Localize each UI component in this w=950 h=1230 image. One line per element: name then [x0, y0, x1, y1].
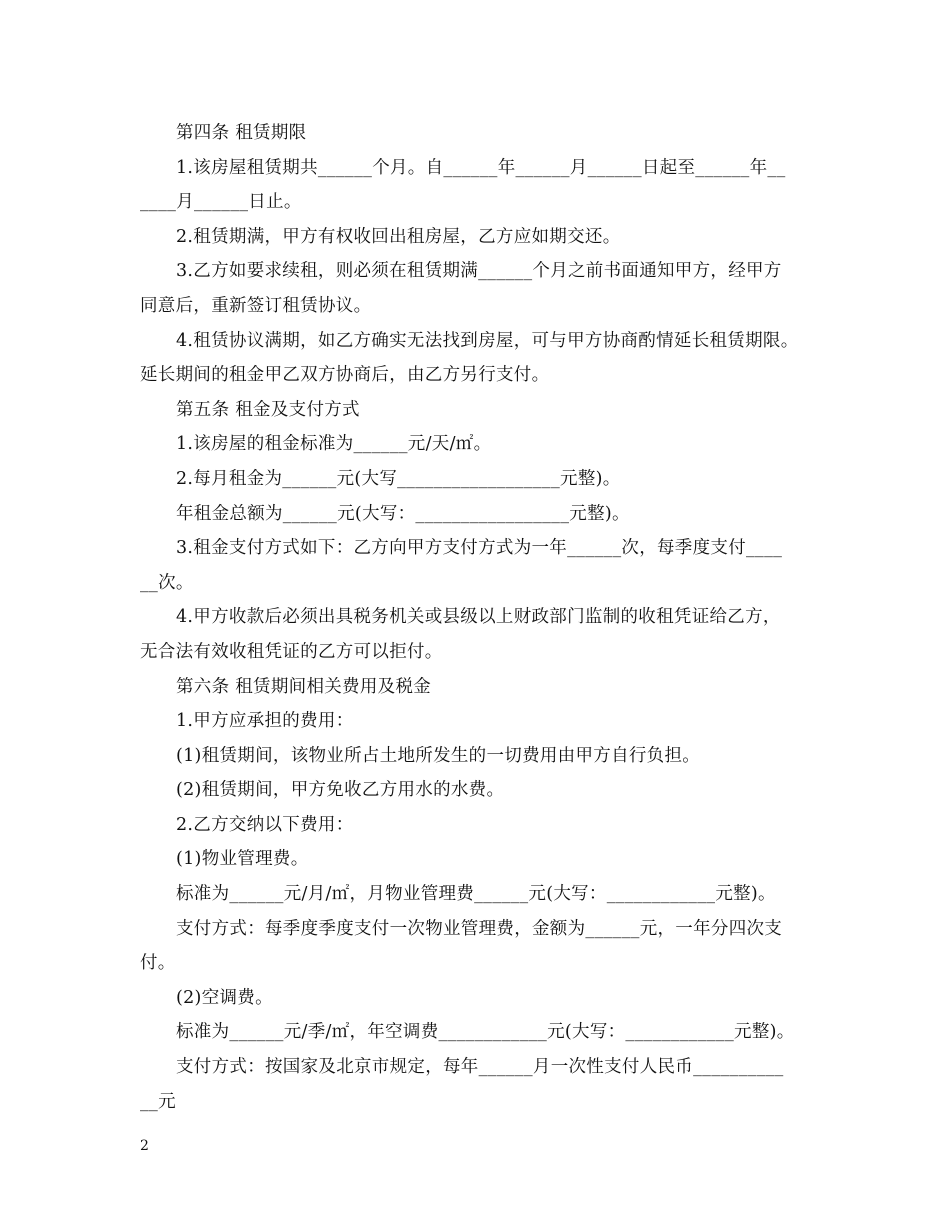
document-line: (1)物业管理费。: [176, 849, 309, 870]
document-line: 1.该房屋租赁期共______个月。自______年______月______日起至______年__: [176, 157, 786, 178]
document-line: 无合法有效收租凭证的乙方可以拒付。: [140, 641, 443, 662]
document-line: 2.乙方交纳以下费用：: [176, 814, 354, 835]
document-line: 第四条 租赁期限: [176, 123, 307, 143]
document-line: 延长期间的租金甲乙双方协商后，由乙方另行支付。: [140, 365, 550, 386]
document-line: 4.租赁协议满期，如乙方确实无法找到房屋，可与甲方协商酌情延长租赁期限。: [176, 330, 799, 351]
document-line: (2)空调费。: [176, 987, 273, 1008]
document-line: (1)租赁期间，该物业所占土地所发生的一切费用由甲方自行负担。: [176, 745, 701, 766]
document-body: [140, 116, 820, 1119]
document-line: ____月______日止。: [140, 192, 302, 213]
document-line: 第六条 租赁期间相关费用及税金: [176, 676, 432, 697]
document-line: 2.每月租金为______元(大写__________________元整)。: [176, 468, 621, 489]
document-line: (2)租赁期间，甲方免收乙方用水的水费。: [176, 780, 505, 801]
document-line: 3.乙方如要求续租，则必须在租赁期满______个月之前书面通知甲方，经甲方: [176, 261, 782, 282]
document-line: 同意后，重新签订租赁协议。: [140, 295, 372, 316]
document-line: __元: [140, 1091, 176, 1112]
document-line: 支付方式：每季度季度支付一次物业管理费，金额为______元，一年分四次支: [176, 918, 783, 939]
document-line: 年租金总额为______元(大写：_________________元整)。: [176, 503, 630, 524]
document-line: 第五条 租金及支付方式: [176, 399, 360, 420]
document-line: __次。: [140, 572, 194, 593]
document-line: 付。: [140, 953, 176, 974]
page-number: 2: [140, 1138, 149, 1154]
document-line: 4.甲方收款后必须出具税务机关或县级以上财政部门监制的收租凭证给乙方，: [176, 607, 781, 628]
document-line: 1.甲方应承担的费用：: [176, 711, 354, 732]
document-line: 3.租金支付方式如下：乙方向甲方支付方式为一年______次，每季度支付____: [176, 538, 783, 559]
document-line: 标准为______元/季/㎡，年空调费____________元(大写：____________元整)。: [176, 1022, 795, 1043]
document-line: 2.租赁期满，甲方有权收回出租房屋，乙方应如期交还。: [176, 226, 621, 247]
document-line: 支付方式：按国家及北京市规定，每年______月一次性支付人民币__________: [176, 1057, 784, 1078]
document-line: 1.该房屋的租金标准为______元/天/㎡。: [176, 434, 492, 455]
document-line: 标准为______元/月/㎡，月物业管理费______元(大写：____________元整)。: [176, 884, 776, 905]
